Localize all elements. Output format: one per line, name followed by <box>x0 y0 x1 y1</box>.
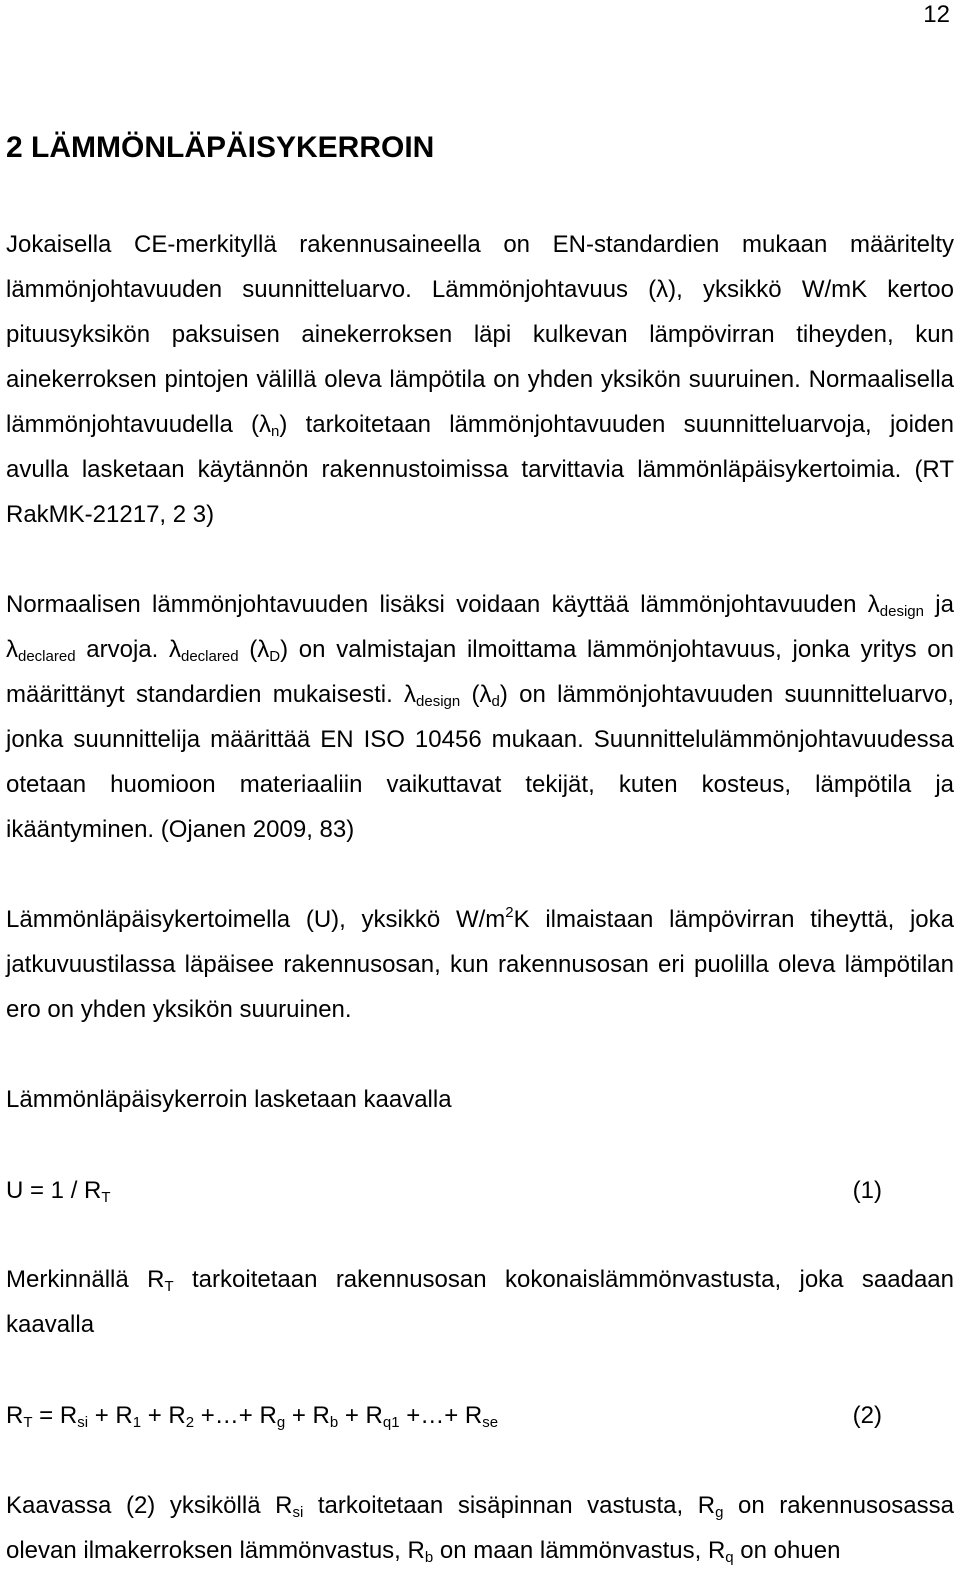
p5-sub-T: T <box>164 1278 174 1295</box>
p3-sup-2: 2 <box>505 904 514 921</box>
paragraph-resistance-terms <box>6 1483 954 1573</box>
eq1-sub-T: T <box>101 1189 111 1206</box>
eq2-sub-se: se <box>482 1414 499 1431</box>
eq2-plus-1: + R <box>88 1402 133 1429</box>
p2-sub-d: d <box>491 693 500 710</box>
eq2-sub-g: g <box>276 1414 286 1431</box>
equation-1-expression <box>6 1168 111 1213</box>
eq2-plus-4: + R <box>338 1402 383 1429</box>
eq2-sub-T: T <box>23 1414 33 1431</box>
p2-text-7: ) on lämmönjohtavuuden suunnitteluarvo, jonka suunnittelija määrittää EN ISO 10456 mukaan. Suunnittelulämmönjohtavuudessa otetaan huomioon materiaaliin vaikuttavat tekijät, kuten kosteus, lämpötila ja ikääntyminen. (Ojanen 2009, 83) <box>6 681 954 843</box>
eq2-sub-si: si <box>77 1414 89 1431</box>
p6-sub-q: q <box>725 1549 734 1566</box>
eq2-r: R <box>6 1402 24 1429</box>
equation-2-number: (2) <box>852 1402 882 1429</box>
p3-text-1: Lämmönläpäisykertoimella (U), yksikkö W/m <box>6 906 506 933</box>
page-number: 12 <box>923 1 950 28</box>
eq2-dots-1: +…+ R <box>194 1402 277 1429</box>
p6-sub-si: si <box>292 1504 304 1521</box>
p2-sub-design-2: design <box>416 693 461 710</box>
eq2-sub-q1: q1 <box>382 1414 400 1431</box>
p2-text-6: (λ <box>460 681 492 708</box>
p2-text-5: ) on valmistajan ilmoittama lämmönjohtavuus, jonka yritys on määrittänyt standardien mukaisesti. λ <box>6 636 954 708</box>
p5-text-1: Merkinnällä R <box>6 1266 165 1293</box>
p3-text-2: K ilmaistaan lämpövirran tiheyttä, joka jatkuvuustilassa läpäisee rakennusosan, kun rakennusosan eri puolilla oleva lämpötilan ero on yhden yksikön suuruinen. <box>6 906 954 1023</box>
p6-sub-b: b <box>424 1549 434 1566</box>
p6-text-4: on maan lämmönvastus, R <box>433 1537 726 1564</box>
p6-sub-g: g <box>715 1504 724 1521</box>
p2-text-1: Normaalisen lämmönjohtavuuden lisäksi voidaan käyttää lämmönjohtavuuden λ <box>6 591 880 618</box>
p1-text: Jokaisella CE-merkityllä rakennusaineella on EN-standardien mukaan määritelty lämmönjohtavuuden suunnitteluarvo. Lämmönjohtavuus (λ), yksikkö W/mK kertoo pituusyksikön paksuisen ainekerroksen läpi kulkevan lämpövirran tiheyden, kun ainekerroksen pintojen välillä oleva lämpötila on yhden yksikön suuruinen. Normaalisella lämmönjohtavuudella (λ <box>6 231 954 438</box>
eq2-sub-b: b <box>329 1414 339 1431</box>
equation-2 <box>6 1393 882 1438</box>
equation-1 <box>6 1168 882 1213</box>
eq2-eq: = R <box>32 1402 78 1429</box>
p1-tail: ) tarkoitetaan lämmönjohtavuuden suunnitteluarvoja, joiden avulla lasketaan käytännön rakennustoimissa tarvittavia lämmönläpäisykertoimia. (RT RakMK-21217, 2 3) <box>6 411 954 528</box>
paragraph-formula-intro: Lämmönläpäisykerroin lasketaan kaavalla <box>6 1086 452 1113</box>
p2-sub-declared: declared <box>18 648 76 665</box>
paragraph-thermal-conductivity <box>6 222 954 537</box>
p6-text-3: on rakennusosassa olevan ilmakerroksen lämmönvastus, R <box>6 1492 954 1564</box>
paragraph-total-resistance <box>6 1257 954 1347</box>
p6-text-2: tarkoitetaan sisäpinnan vastusta, R <box>303 1492 716 1519</box>
eq2-plus-3: + R <box>285 1402 330 1429</box>
section-heading: 2 LÄMMÖNLÄPÄISYKERROIN <box>6 131 435 164</box>
eq1-left: U = 1 / R <box>6 1177 102 1204</box>
p1-sub-n: n <box>271 423 280 440</box>
eq2-sub-1: 1 <box>132 1414 142 1431</box>
eq2-plus-2: + R <box>141 1402 186 1429</box>
p5-text-2: tarkoitetaan rakennusosan kokonaislämmönvastusta, joka saadaan kaavalla <box>6 1266 955 1338</box>
p6-text-5: on ohuen <box>733 1537 841 1564</box>
eq2-dots-2: +…+ R <box>399 1402 483 1429</box>
p2-text-3: arvoja. λ <box>75 636 181 663</box>
eq2-sub-2: 2 <box>185 1414 195 1431</box>
equation-1-number: (1) <box>852 1177 882 1204</box>
p2-sub-design: design <box>879 603 924 620</box>
paragraph-design-declared <box>6 582 954 852</box>
p2-text-4: (λ <box>238 636 270 663</box>
paragraph-u-value <box>6 897 954 1032</box>
p2-text-2: ja λ <box>6 591 954 663</box>
p2-sub-D: D <box>269 648 281 665</box>
p6-text-1: Kaavassa (2) yksiköllä R <box>6 1492 293 1519</box>
p2-sub-declared-2: declared <box>181 648 239 665</box>
equation-2-expression <box>6 1393 498 1438</box>
